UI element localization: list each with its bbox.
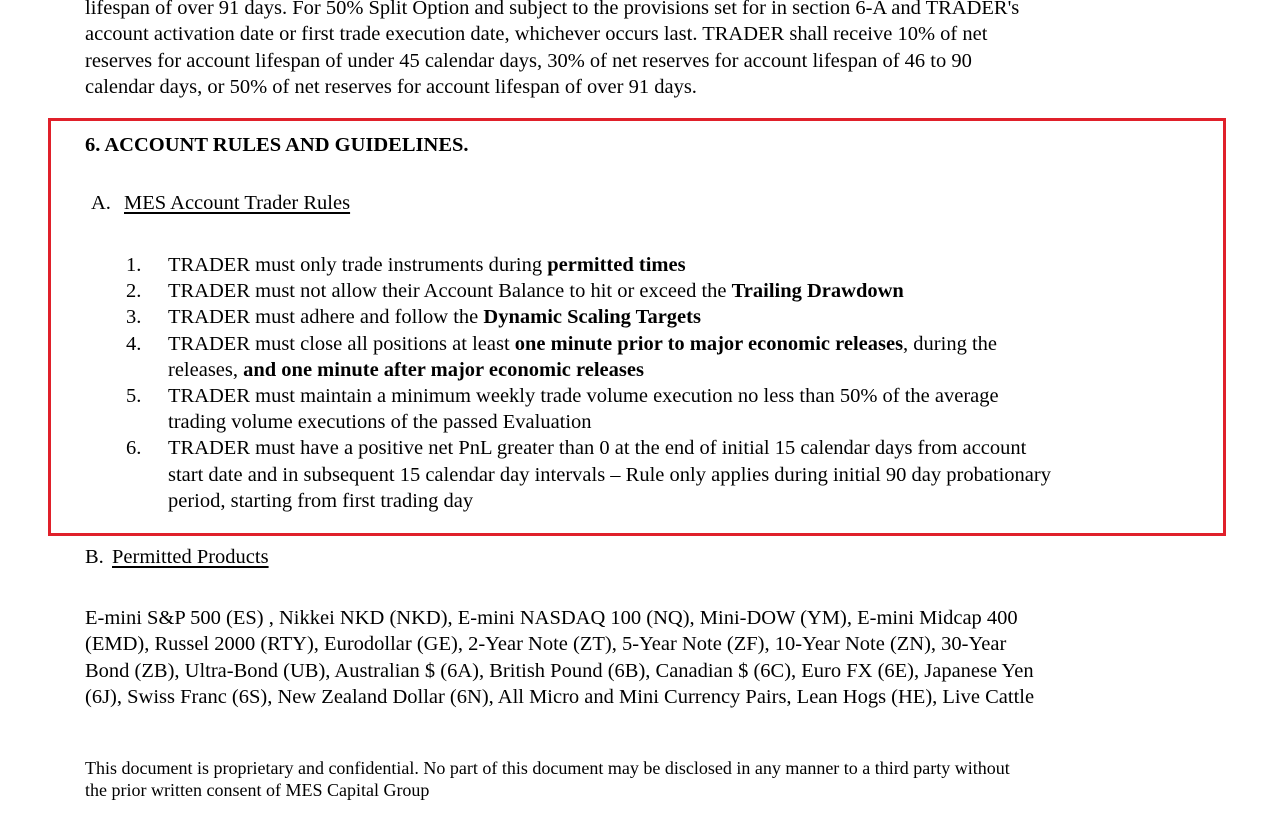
intro-line: lifespan of over 91 days. For 50% Split Option and subject to the provisions set for in section 6-A and TRADER's [85,0,1020,19]
rule-text: TRADER must only trade instruments during [168,254,548,276]
products-paragraph [85,605,1034,710]
products-line: (6J), Swiss Franc (6S), New Zealand Dollar (6N), All Micro and Mini Currency Pairs, Lean Hogs (HE), Live Cattle [85,685,1035,708]
subsection-b-title: Permitted Products [112,546,269,568]
rule-text: trading volume executions of the passed Evaluation [168,411,592,434]
rule-text: releases, [168,358,244,381]
rule-text-line [168,383,1051,409]
rule-item [124,278,1051,304]
subsection-a-title: MES Account Trader Rules [124,192,351,214]
rule-emphasis: one minute prior to major economic releases [514,332,904,355]
rule-item [124,252,1051,278]
rule-text-line [168,331,1051,357]
rule-text: start date and in subsequent 15 calendar day intervals – Rule only applies during initial 90 day probationary [168,463,1051,486]
products-line: E-mini S&P 500 (ES) , Nikkei NKD (NKD), E-mini NASDAQ 100 (NQ), Mini-DOW (YM), E-mini Midcap 400 [85,607,1018,629]
rule-item [124,435,1051,514]
rules-list [124,252,1051,514]
intro-line: account activation date or first trade execution date, whichever occurs last. TRADER shall receive 10% of net [85,23,988,46]
rule-item [124,331,1051,383]
rule-item [124,383,1051,435]
rule-text-line [168,278,1051,304]
subsection-a-letter: A. [91,192,111,214]
footer-line: the prior written consent of MES Capital Group [85,780,430,800]
rule-number: 2. [126,280,142,303]
rule-text: TRADER must close all positions at least [168,332,515,355]
rule-text-line [168,409,1051,435]
rule-emphasis: permitted times [547,254,686,276]
rule-text: TRADER must not allow their Account Balance to hit or exceed the [168,280,732,303]
rule-emphasis: and one minute after major economic releases [243,358,644,381]
rule-emphasis: Trailing Drawdown [731,280,904,303]
section-heading: 6. ACCOUNT RULES AND GUIDELINES. [85,134,469,156]
footer-line: This document is proprietary and confidential. No part of this document may be disclosed in any manner to a third party without [85,758,1010,778]
rule-item [124,304,1051,330]
rule-text: , during the [903,332,997,355]
subsection-a-heading [91,192,350,215]
subsection-b-letter: B. [85,546,104,568]
intro-paragraph [85,0,1019,100]
confidentiality-footer [85,757,1010,801]
intro-line: calendar days, or 50% of net reserves for account lifespan of over 91 days. [85,75,697,98]
rule-text-line [168,252,1051,278]
rule-number: 3. [126,306,142,329]
rule-text: TRADER must adhere and follow the [168,306,484,329]
rule-text-line [168,435,1051,461]
rule-number: 4. [126,332,142,355]
products-line: (EMD), Russel 2000 (RTY), Eurodollar (GE), 2-Year Note (ZT), 5-Year Note (ZF), 10-Year Note (ZN), 30-Year [85,633,1007,656]
subsection-b-heading [85,546,269,569]
rule-text: period, starting from first trading day [168,489,474,512]
rule-number: 6. [126,437,142,460]
products-line: Bond (ZB), Ultra-Bond (UB), Australian $ (6A), British Pound (6B), Canadian $ (6C), Euro FX (6E), Japanese Yen [85,659,1034,682]
rule-number: 5. [126,385,142,408]
rule-text-line [168,304,1051,330]
rule-number: 1. [126,254,142,276]
rule-text: TRADER must maintain a minimum weekly trade volume execution no less than 50% of the average [168,385,999,408]
rule-text: TRADER must have a positive net PnL greater than 0 at the end of initial 15 calendar days from account [168,437,1027,460]
rule-text-line [168,357,1051,383]
rule-emphasis: Dynamic Scaling Targets [483,306,701,329]
intro-line: reserves for account lifespan of under 45 calendar days, 30% of net reserves for account lifespan of 46 to 90 [85,49,972,72]
rule-text-line [168,488,1051,514]
rule-text-line [168,462,1051,488]
